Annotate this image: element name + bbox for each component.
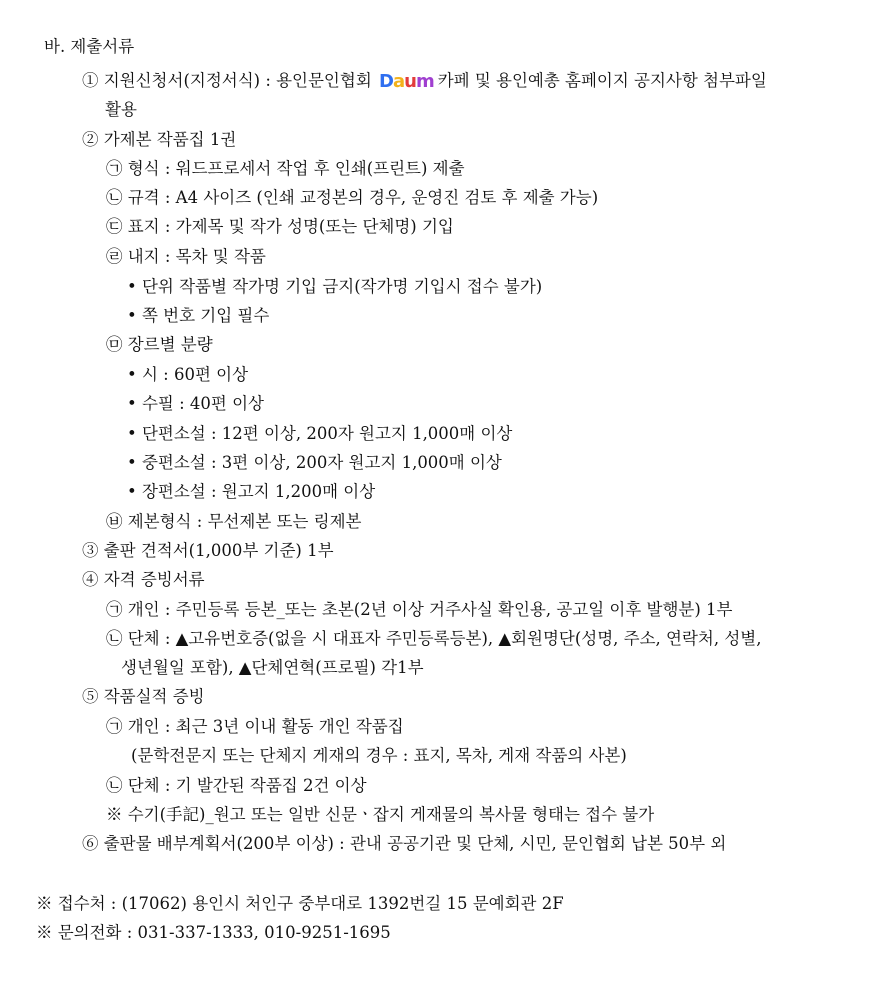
item2-genre: ㉤ 장르별 분량	[106, 335, 213, 354]
item1-suffix: 카페 및 용인예총 홈페이지 공지사항 첨부파일	[437, 71, 767, 90]
item2-title: ② 가제본 작품집 1권	[82, 130, 237, 149]
item5-group: ㉡ 단체 : 기 발간된 작품집 2건 이상	[106, 776, 367, 795]
item4-individual: ㉠ 개인 : 주민등록 등본_또는 초본(2년 이상 거주사실 확인용, 공고일 이후 발행분) 1부	[106, 600, 733, 619]
item5-note: ※ 수기(手記)_원고 또는 일반 신문ㆍ잡지 게재물의 복사물 형태는 접수 불가	[106, 805, 655, 824]
item2-inner-bullet-1: • 단위 작품별 작가명 기입 금지(작가명 기입시 접수 불가)	[127, 277, 543, 296]
item5-individual: ㉠ 개인 : 최근 3년 이내 활동 개인 작품집	[106, 717, 404, 736]
item4-title: ④ 자격 증빙서류	[82, 570, 205, 589]
item4-group-continuation: 생년월일 포함), ▲단체연혁(프로필) 각1부	[121, 658, 424, 677]
genre-novella: • 중편소설 : 3편 이상, 200자 원고지 1,000매 이상	[127, 453, 502, 472]
item2-cover: ㉢ 표지 : 가제목 및 작가 성명(또는 단체명) 기입	[106, 217, 454, 236]
section-title: 바. 제출서류	[44, 37, 135, 56]
item2-size: ㉡ 규격 : A4 사이즈 (인쇄 교정본의 경우, 운영진 검토 후 제출 가능)	[106, 188, 599, 207]
item2-inner-bullet-2: • 쪽 번호 기입 필수	[127, 306, 270, 325]
item1-continuation: 활용	[105, 100, 137, 119]
item1-prefix: ① 지원신청서(지정서식) : 용인문인협회	[82, 71, 372, 90]
footer-phone: ※ 문의전화 : 031-337-1333, 010-9251-1695	[36, 923, 391, 942]
item2-format: ㉠ 형식 : 워드프로세서 작업 후 인쇄(프린트) 제출	[106, 159, 465, 178]
genre-novel: • 장편소설 : 원고지 1,200매 이상	[127, 482, 376, 501]
item4-group: ㉡ 단체 : ▲고유번호증(없을 시 대표자 주민등록등본), ▲회원명단(성명, 주소, 연락처, 성별,	[106, 629, 762, 648]
item5-individual-continuation: (문학전문지 또는 단체지 게재의 경우 : 표지, 목차, 게재 작품의 사본)	[131, 746, 627, 765]
item5-title: ⑤ 작품실적 증빙	[82, 687, 205, 706]
item1-line	[82, 70, 767, 93]
daum-logo: Daum	[379, 71, 434, 92]
genre-essay: • 수필 : 40편 이상	[127, 394, 264, 413]
genre-poetry: • 시 : 60편 이상	[127, 365, 249, 384]
genre-short-story: • 단편소설 : 12편 이상, 200자 원고지 1,000매 이상	[127, 424, 513, 443]
item6: ⑥ 출판물 배부계획서(200부 이상) : 관내 공공기관 및 단체, 시민, 문인협회 납본 50부 외	[82, 834, 727, 853]
item3: ③ 출판 견적서(1,000부 기준) 1부	[82, 541, 334, 560]
item2-inner: ㉣ 내지 : 목차 및 작품	[106, 247, 266, 266]
item2-binding: ㉥ 제본형식 : 무선제본 또는 링제본	[106, 512, 362, 531]
footer-address: ※ 접수처 : (17062) 용인시 처인구 중부대로 1392번길 15 문예회관 2F	[36, 894, 564, 913]
